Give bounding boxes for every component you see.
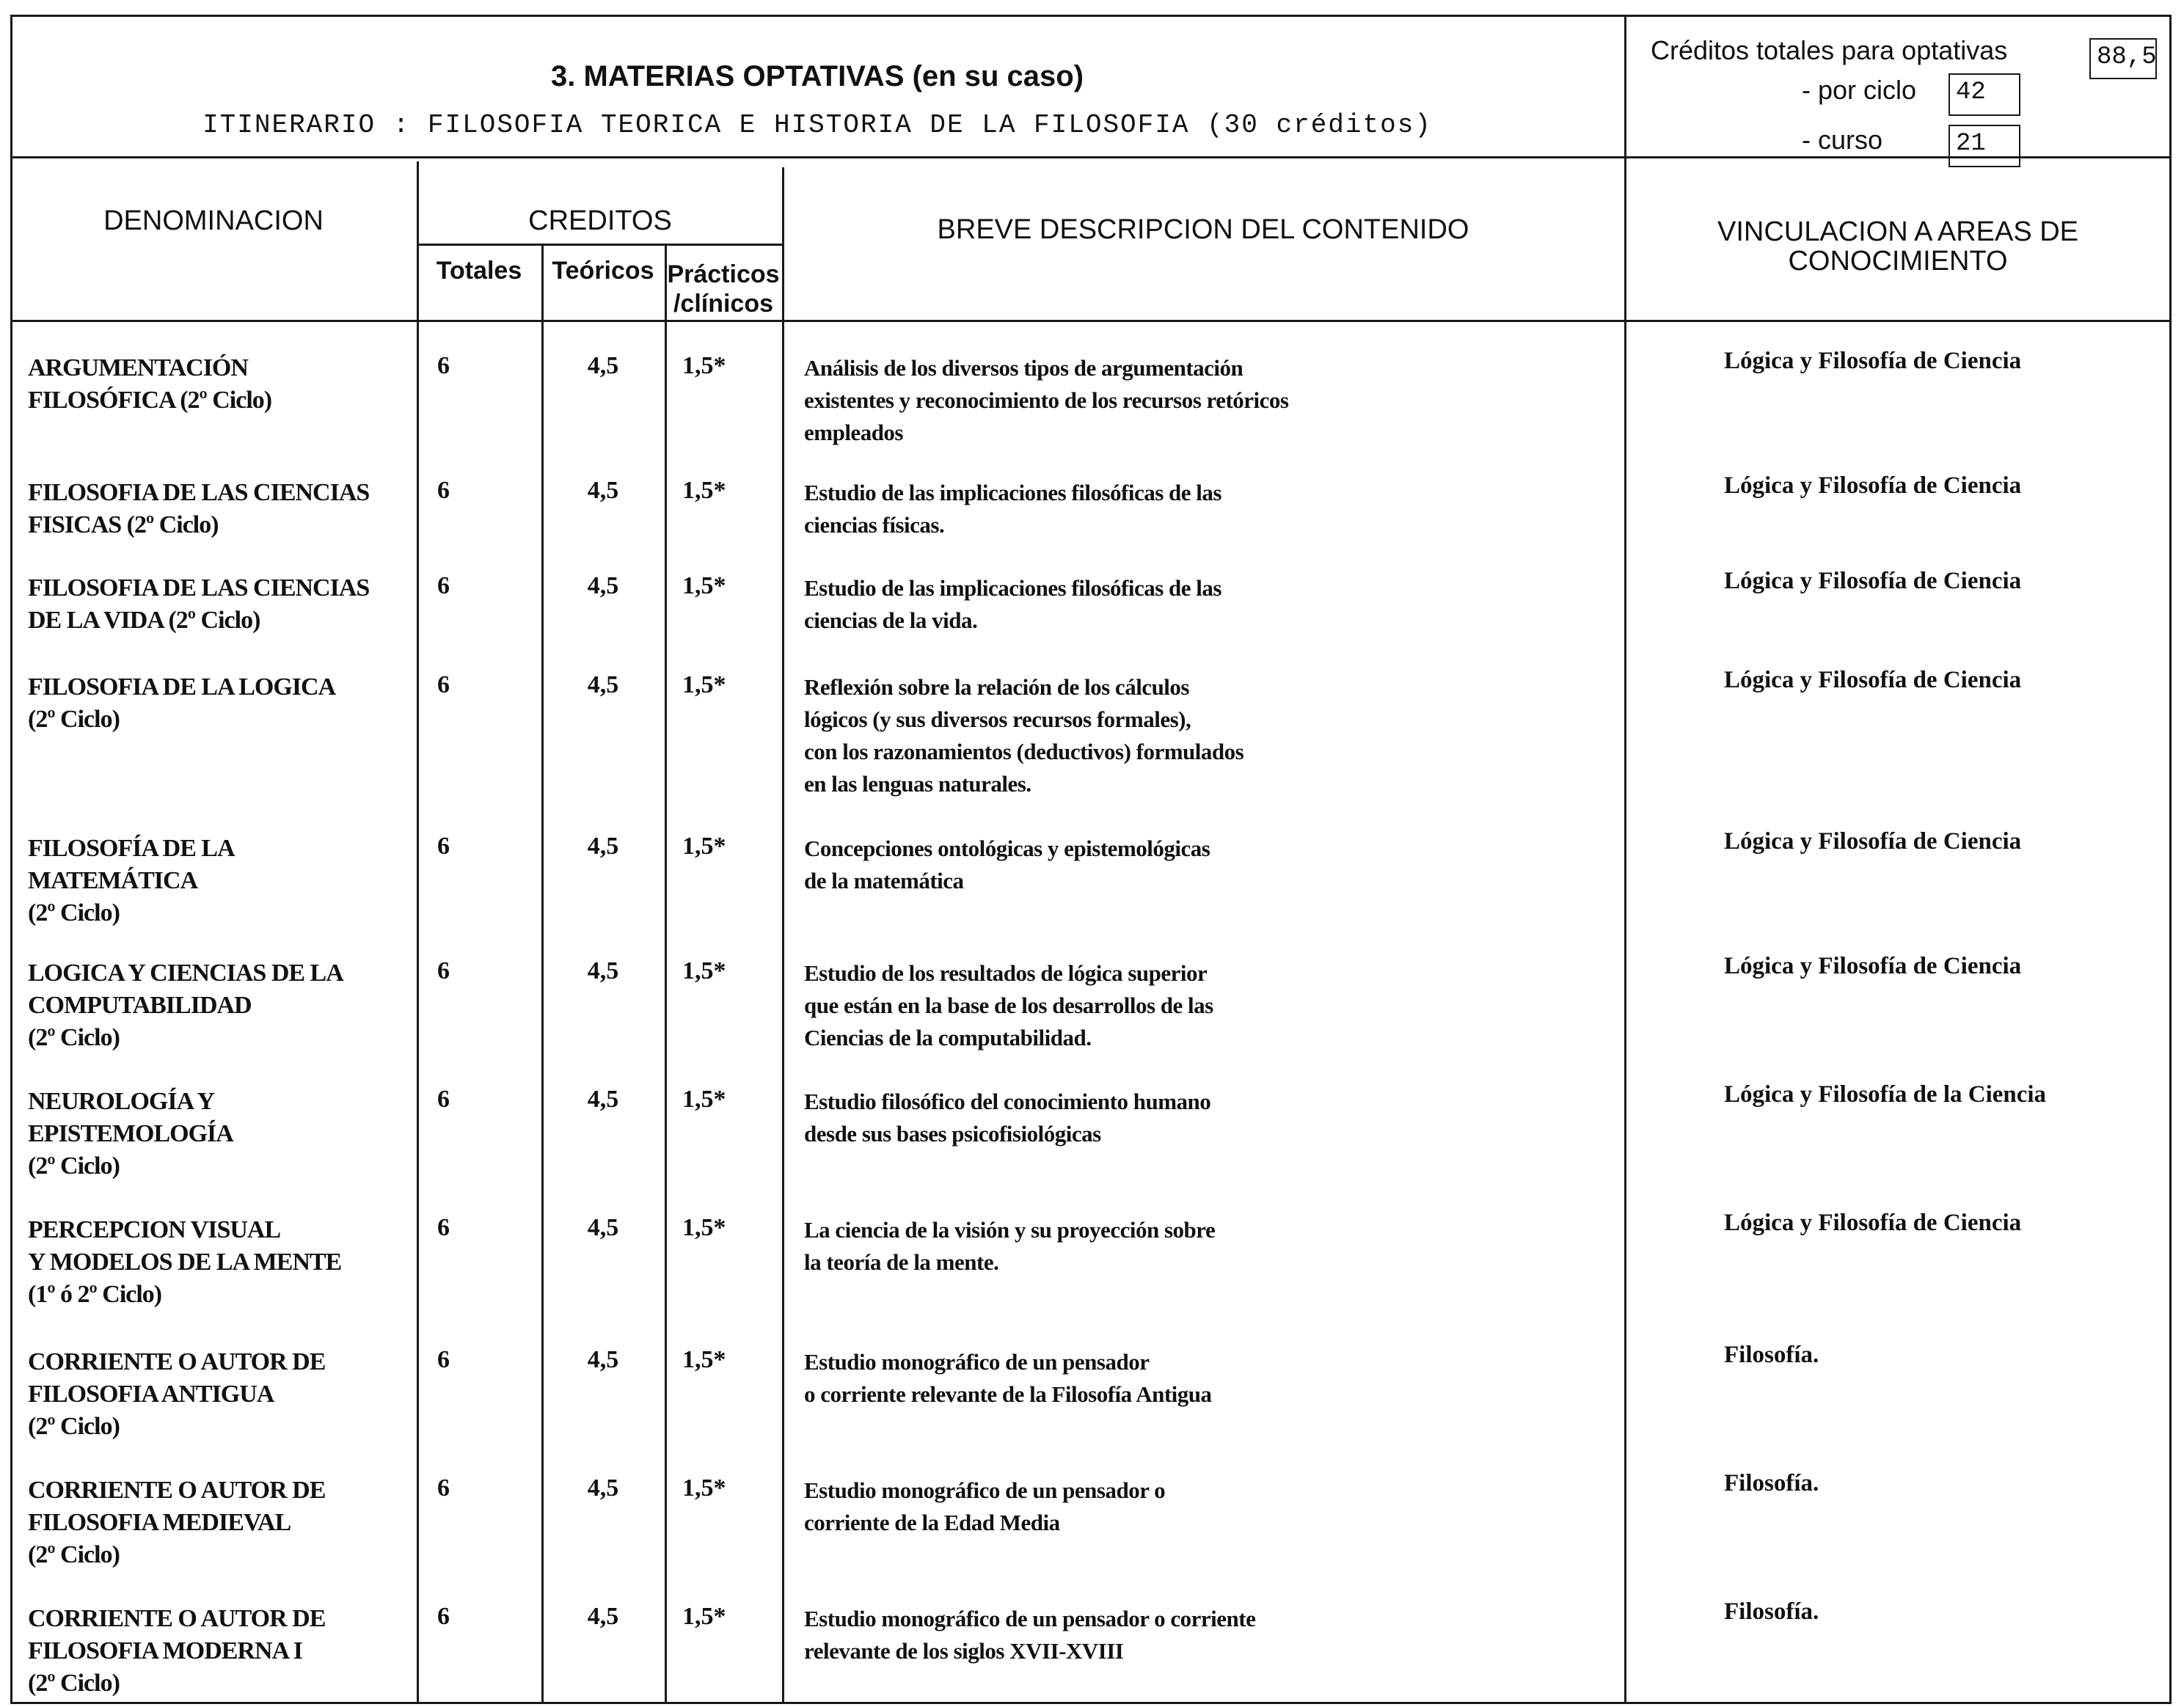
subject-description-line: Concepciones ontológicas y epistemológicas [804,836,1210,861]
section-title-main: 3. MATERIAS OPTATIVAS [550,60,905,92]
subject-name [28,833,409,929]
credits-teoricos: 4,5 [587,957,619,984]
subject-description-line: de la matemática [804,868,964,893]
subject-name-line: NEUROLOGÍA Y [28,1088,215,1115]
subject-description-line: relevante de los siglos XVII-XVIII [804,1638,1124,1664]
credits-practicos: 1,5* [682,1603,726,1630]
subject-description-line: con los razonamientos (deductivos) formulados [804,739,1244,764]
credits-teoricos: 4,5 [587,833,619,860]
credits-totales: 6 [437,572,450,599]
subject-name [28,1346,409,1443]
subject-name-line: FILOSOFÍA DE LA [28,835,235,862]
subject-description-line: ciencias de la vida. [804,607,978,633]
credits-totales: 6 [437,1214,450,1241]
credits-teoricos: 4,5 [587,1214,619,1241]
subject-name-line: (2º Ciclo) [28,1670,120,1697]
subject-name-line: LOGICA Y CIENCIAS DE LA [28,959,343,987]
credits-total-box: 88,5 [2089,38,2157,79]
subject-description-line: Ciencias de la computabilidad. [804,1025,1092,1050]
subject-name-line: (2º Ciclo) [28,899,120,926]
subject-description-line: Estudio filosófico del conocimiento humano [804,1089,1211,1114]
subject-name-line: ARGUMENTACIÓN [28,354,248,381]
subject-description-line: Estudio monográfico de un pensador o corriente [804,1606,1256,1631]
credits-totales: 6 [437,1086,450,1113]
credits-practicos: 1,5* [682,572,726,599]
subject-name-line: FILOSOFIA DE LAS CIENCIAS [28,574,370,602]
credits-totales: 6 [437,957,450,984]
subject-description-line: Estudio monográfico de un pensador [804,1349,1150,1375]
credits-practicos: 1,5* [682,671,726,698]
subject-description-line: Estudio de las implicaciones filosóficas de las [804,480,1221,505]
subject-description-line: Estudio monográfico de un pensador o [804,1477,1166,1503]
credits-total-label: Créditos totales para optativas [1651,35,2008,65]
subject-name [28,477,409,541]
subject-name [28,1086,409,1183]
table-border-right [2169,156,2172,1704]
knowledge-area: Lógica y Filosofía de Ciencia [1724,472,2022,499]
subject-name-line: DE LA VIDA (2º Ciclo) [28,607,260,634]
subject-description-line: en las lenguas naturales. [804,771,1031,797]
subject-name-line: (2º Ciclo) [28,1152,120,1180]
col-header-practicos [665,260,782,318]
subject-description-line: Estudio de los resultados de lógica superior [804,960,1208,986]
knowledge-area: Lógica y Filosofía de Ciencia [1724,953,2022,979]
subject-name-line: MATEMÁTICA [28,867,198,894]
credits-totales: 6 [437,833,450,860]
subject-description-line: desde sus bases psicofisiológicas [804,1121,1101,1147]
subject-description-line: empleados [804,420,903,445]
subject-description [804,1214,1618,1279]
knowledge-area: Filosofía. [1724,1342,1819,1368]
col-header-teoricos: Teóricos [552,257,654,285]
subject-description [804,1346,1618,1411]
subject-description-line: Reflexión sobre la relación de los cálculos [804,674,1189,700]
subject-description [804,572,1618,637]
subject-description-line: que están en la base de los desarrollos de las [804,993,1213,1018]
subject-name-line: (2º Ciclo) [28,1413,120,1440]
section-title [10,60,1624,93]
subject-description-line: corriente de la Edad Media [804,1510,1060,1535]
credits-totales: 6 [437,477,450,504]
table-border-left [10,156,12,1704]
subject-description [804,1086,1618,1150]
subject-description-line: o corriente relevante de la Filosofía Antigua [804,1381,1212,1407]
subject-name-line: FISICAS (2º Ciclo) [28,511,219,538]
subject-name [28,671,409,736]
col-header-practicos-line1: Prácticos [667,260,780,288]
subject-name [28,1603,409,1700]
credits-teoricos: 4,5 [587,1474,619,1502]
course-label: - curso [1802,125,1883,155]
per-cycle-box: 42 [1949,73,2020,116]
col-divider-3 [665,246,667,1704]
subject-name [28,1474,409,1571]
subject-name-line: FILOSÓFICA (2º Ciclo) [28,387,272,414]
credits-teoricos: 4,5 [587,477,619,504]
header-separator [10,156,2172,158]
credits-totales: 6 [437,671,450,698]
col-divider-5 [1624,167,1626,1704]
subject-description [804,671,1618,800]
knowledge-area: Lógica y Filosofía de Ciencia [1724,667,2022,693]
subject-description [804,477,1618,541]
subject-name [28,572,409,637]
credits-practicos: 1,5* [682,352,726,379]
col-header-vinculacion-line2: CONOCIMIENTO [1788,246,2008,277]
itinerary-line: ITINERARIO : FILOSOFIA TEORICA E HISTORIA DE LA FILOSOFIA (30 créditos) [202,110,1432,140]
subject-description-line: lógicos (y sus diversos recursos formales), [804,706,1191,732]
section-title-note: (en su caso) [912,60,1084,92]
subject-name-line: FILOSOFIA DE LA LOGICA [28,673,336,701]
subject-description [804,1474,1618,1539]
subject-description-line: Estudio de las implicaciones filosóficas de las [804,575,1221,601]
credits-practicos: 1,5* [682,1214,726,1241]
subject-name-line: FILOSOFIA MEDIEVAL [28,1509,291,1536]
credits-teoricos: 4,5 [587,572,619,599]
table-border-bottom [10,1702,2172,1704]
credits-practicos: 1,5* [682,1346,726,1373]
subject-name-line: PERCEPCION VISUAL [28,1216,281,1243]
subject-description-line: existentes y reconocimiento de los recursos retóricos [804,387,1289,413]
credits-totales: 6 [437,352,450,379]
col-header-vinculacion-line1: VINCULACION A AREAS DE [1717,216,2079,247]
knowledge-area: Lógica y Filosofía de Ciencia [1724,568,2022,594]
subject-description-line: la teoría de la mente. [804,1249,999,1275]
col-header-vinculacion [1626,217,2169,276]
col-header-descripcion: BREVE DESCRIPCION DEL CONTENIDO [937,214,1469,245]
subject-name [28,352,409,417]
credits-totales: 6 [437,1346,450,1373]
credits-practicos: 1,5* [682,833,726,860]
subject-name [28,1214,409,1311]
subject-description [804,352,1618,449]
credits-teoricos: 4,5 [587,352,619,379]
credits-practicos: 1,5* [682,477,726,504]
subject-name-line: (1º ó 2º Ciclo) [28,1281,162,1308]
credits-teoricos: 4,5 [587,1346,619,1373]
credits-teoricos: 4,5 [587,1086,619,1113]
subject-name-line: FILOSOFIA DE LAS CIENCIAS [28,479,370,506]
knowledge-area: Filosofía. [1724,1598,1819,1625]
knowledge-area: Lógica y Filosofía de la Ciencia [1724,1081,2047,1108]
col-header-creditos: CREDITOS [528,205,672,236]
creditos-subheader-line [417,244,784,246]
knowledge-area: Filosofía. [1724,1470,1819,1496]
subject-name-line: CORRIENTE O AUTOR DE [28,1348,326,1375]
credits-totales: 6 [437,1603,450,1630]
course-box: 21 [1949,125,2020,167]
subject-description [804,1603,1618,1667]
subject-description-line: Análisis de los diversos tipos de argumentación [804,355,1243,381]
knowledge-area: Lógica y Filosofía de Ciencia [1724,348,2022,374]
credits-totales: 6 [437,1474,450,1502]
credits-practicos: 1,5* [682,1474,726,1502]
col-header-practicos-line2: /clínicos [673,290,774,318]
subject-description [804,957,1618,1054]
subject-name-line: (2º Ciclo) [28,706,120,733]
subject-description-line: La ciencia de la visión y su proyección sobre [804,1217,1216,1243]
col-divider-4 [782,167,784,1704]
header-row-bottom-line [10,320,2172,322]
credits-practicos: 1,5* [682,957,726,984]
credits-teoricos: 4,5 [587,1603,619,1630]
knowledge-area: Lógica y Filosofía de Ciencia [1724,828,2022,855]
subject-name-line: CORRIENTE O AUTOR DE [28,1477,326,1504]
credits-teoricos: 4,5 [587,671,619,698]
subject-name-line: Y MODELOS DE LA MENTE [28,1249,342,1276]
knowledge-area: Lógica y Filosofía de Ciencia [1724,1210,2022,1236]
subject-name-line: FILOSOFIA MODERNA I [28,1637,302,1664]
subject-name-line: CORRIENTE O AUTOR DE [28,1605,326,1632]
subject-name-line: (2º Ciclo) [28,1024,120,1051]
subject-name-line: FILOSOFIA ANTIGUA [28,1381,274,1408]
subject-name-line: EPISTEMOLOGÍA [28,1120,233,1147]
subject-name [28,957,409,1054]
subject-name-line: (2º Ciclo) [28,1541,120,1568]
subject-description [804,833,1618,897]
subject-description-line: ciencias físicas. [804,512,945,538]
col-header-denominacion: DENOMINACION [103,205,324,236]
per-cycle-label: - por ciclo [1802,75,1917,105]
col-header-totales: Totales [436,257,522,285]
subject-name-line: COMPUTABILIDAD [28,992,252,1019]
credits-practicos: 1,5* [682,1086,726,1113]
col-divider-1 [417,161,419,1704]
